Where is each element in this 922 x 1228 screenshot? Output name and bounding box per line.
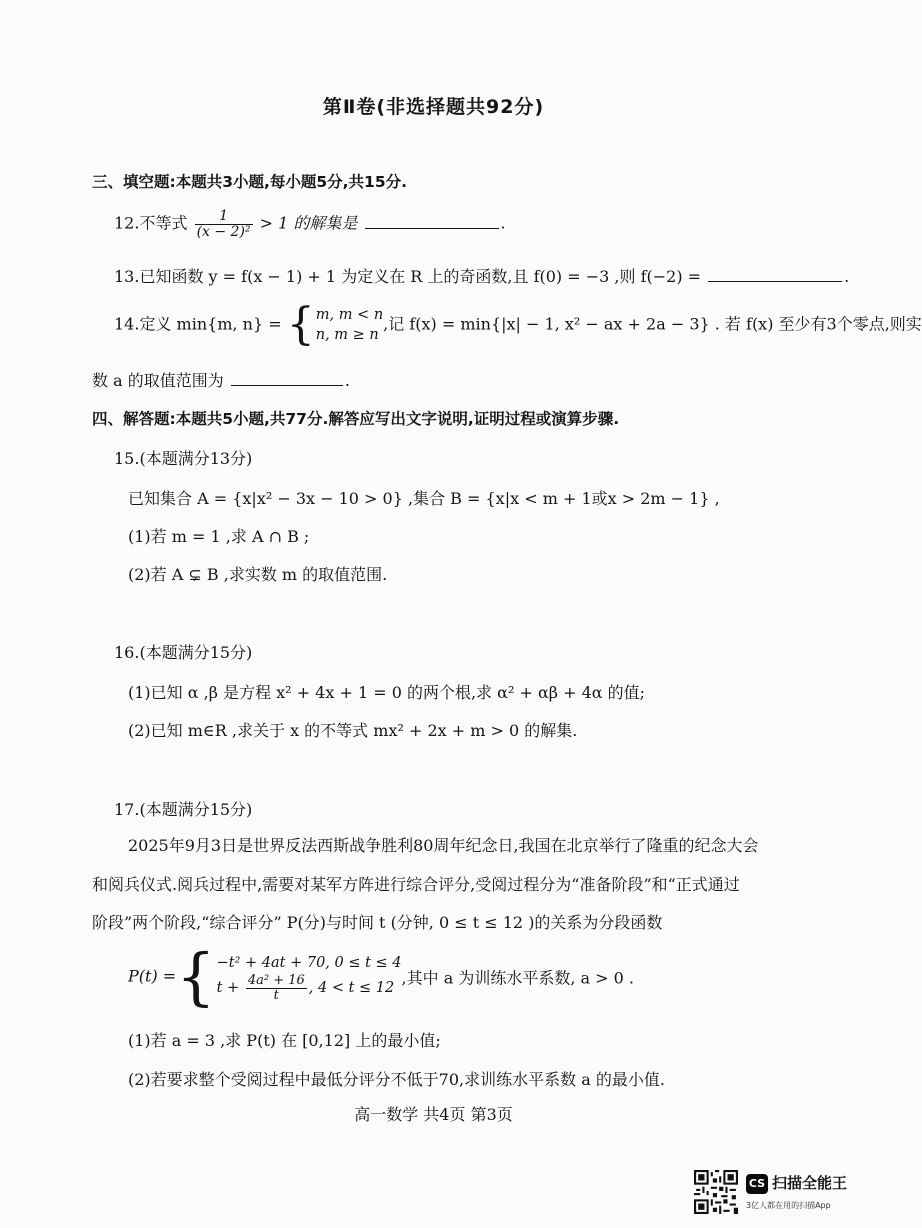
function-lhs: P(t) = (128, 966, 177, 986)
function-note: ,其中 a 为训练水平系数, a > 0 . (401, 968, 634, 988)
qr-code-icon (694, 1170, 738, 1214)
case-2-post: , 4 < t ≤ 12 (308, 980, 395, 996)
piecewise-cases (217, 952, 402, 1002)
question-17-stem-line-3: 阶段”两个阶段,“综合评分” P(分)与时间 t (分钟, 0 ≤ t ≤ 12 )的关系为分段函数 (92, 913, 663, 932)
question-15-part-2: (2)若 A ⊊ B ,求实数 m 的取值范围. (128, 565, 388, 584)
question-17-stem-line-2: 和阅兵仪式.阅兵过程中,需要对某军方阵进行综合评分,受阅过程分为“准备阶段”和“正式通过 (92, 875, 740, 894)
piecewise-function (128, 940, 634, 1013)
question-13-end: . (844, 267, 850, 286)
scanner-logo-icon: CS (746, 1174, 768, 1194)
piecewise-case-1: −t² + 4at + 70, 0 ≤ t ≤ 4 (216, 954, 402, 971)
question-12-end: . (500, 213, 506, 233)
question-14-pre: 定义 min{m, n} = (139, 314, 282, 334)
min-case-2: n, m ≥ n (315, 327, 379, 343)
min-case-1: m, m < n (315, 307, 384, 323)
left-brace: { (286, 299, 315, 350)
page-footer: 高一数学 共4页 第3页 (354, 1105, 513, 1124)
case-2-pre: t + (216, 980, 240, 996)
question-17-header: 17.(本题满分15分) (114, 800, 253, 819)
question-14 (114, 299, 922, 350)
question-16-part-1: (1)已知 α ,β 是方程 x² + 4x + 1 = 0 的两个根,求 α² + αβ + 4α 的值; (128, 683, 646, 702)
question-16-header: 16.(本题满分15分) (114, 643, 253, 662)
question-17-stem-line-1: 2025年9月3日是世界反法西斯战争胜利80周年纪念日,我国在北京举行了隆重的纪念大会 (128, 836, 759, 855)
question-15-stem: 已知集合 A = {x|x² − 3x − 10 > 0} ,集合 B = {x|x < m + 1或x > 2m − 1} , (128, 489, 720, 508)
question-12-fraction (195, 209, 253, 239)
question-12-number: 12. (114, 213, 140, 233)
answer-blank-14[interactable] (231, 371, 343, 386)
question-13 (114, 264, 849, 287)
question-14-mid: ,记 f(x) = min{|x| − 1, x² − ax + 2a − 3} . 若 f(x) 至少有3个零点,则实 (383, 314, 922, 334)
question-14-line2: 数 a 的取值范围为 (92, 371, 224, 390)
question-12-post: > 1 的解集是 (254, 213, 358, 233)
fraction-numerator: 1 (195, 209, 253, 225)
left-brace: { (176, 940, 216, 1013)
question-14-line-2 (92, 368, 350, 391)
question-13-number: 13. (114, 267, 140, 286)
question-13-text: 已知函数 y = f(x − 1) + 1 为定义在 R 上的奇函数,且 f(0) = −3 ,则 f(−2) = (139, 267, 702, 286)
fraction-numerator: 4a² + 16 (247, 972, 305, 988)
question-16-part-2: (2)已知 m∈R ,求关于 x 的不等式 mx² + 2x + m > 0 的解集. (128, 721, 578, 740)
scanner-tagline: 3亿人都在用的扫描App (746, 1201, 831, 1210)
question-12 (114, 209, 506, 239)
question-15-header: 15.(本题满分13分) (114, 449, 253, 468)
question-15-part-1: (1)若 m = 1 ,求 A ∩ B ; (128, 527, 310, 546)
page-title: 第Ⅱ卷(非选择题共92分) (322, 96, 545, 118)
section-3-heading: 三、填空题:本题共3小题,每小题5分,共15分. (92, 173, 408, 191)
fraction-denominator: t (273, 987, 279, 1003)
answer-blank-13[interactable] (708, 267, 842, 282)
question-14-end: . (344, 371, 350, 390)
question-17-part-2: (2)若要求整个受阅过程中最低分评分不低于70,求训练水平系数 a 的最小值. (128, 1070, 665, 1089)
answer-blank-12[interactable] (365, 214, 499, 229)
section-4-heading: 四、解答题:本题共5小题,共77分.解答应写出文字说明,证明过程或演算步骤. (92, 410, 620, 428)
fraction-denominator: (x − 2)² (196, 223, 251, 240)
question-17-part-1: (1)若 a = 3 ,求 P(t) 在 [0,12] 上的最小值; (128, 1031, 441, 1050)
case-2-fraction (246, 974, 307, 1002)
min-cases (316, 305, 383, 345)
question-12-pre: 不等式 (139, 213, 188, 233)
piecewise-case-2 (217, 974, 402, 1002)
scanner-app-name: 扫描全能王 (772, 1174, 848, 1192)
question-14-number: 14. (114, 314, 140, 334)
